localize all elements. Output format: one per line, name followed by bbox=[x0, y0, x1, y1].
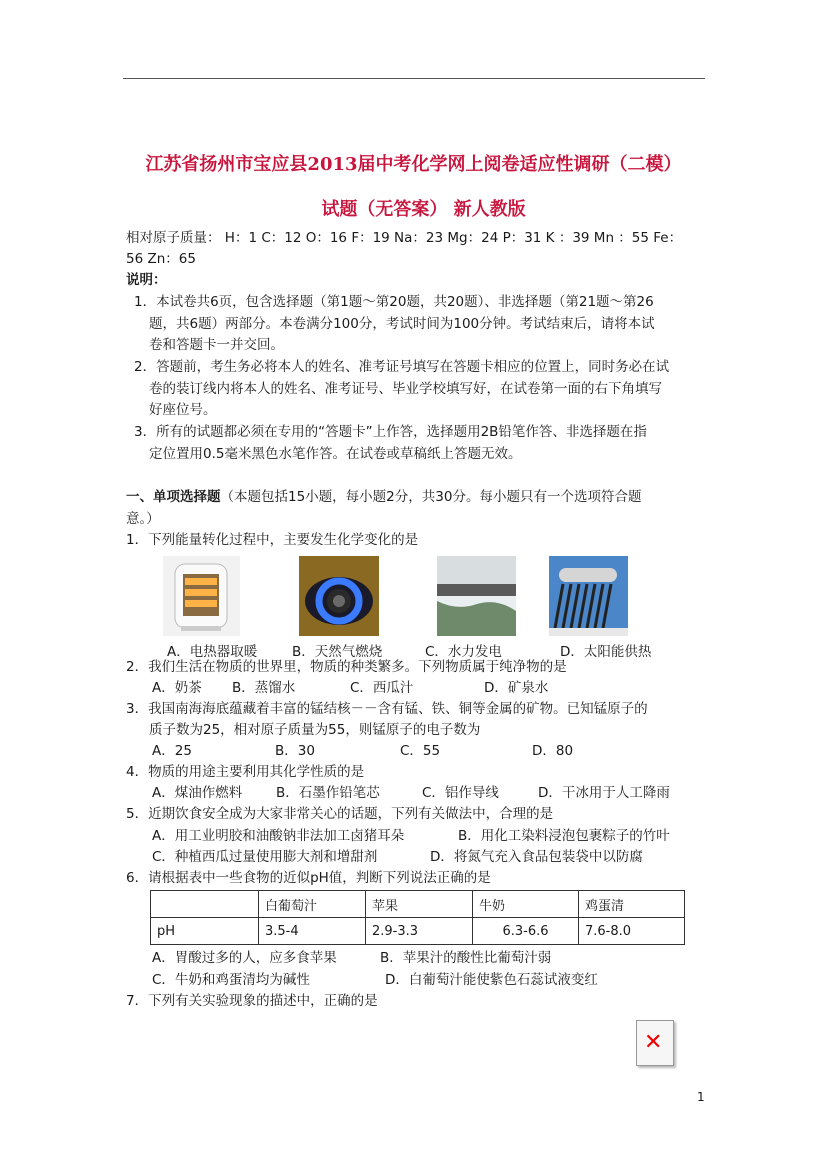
header-rule bbox=[123, 78, 705, 79]
page-title: 江苏省扬州市宝应县2013届中考化学网上阅卷适应性调研（二模） bbox=[145, 154, 682, 175]
option-c: C．西瓜汁 bbox=[350, 680, 414, 696]
atomic-mass-line-2: 56 Zn：65 bbox=[126, 251, 196, 267]
question-2: 2．我们生活在物质的世界里，物质的种类繁多。下列物质属于纯净物的是 bbox=[126, 659, 567, 675]
question-7: 7．下列有关实验现象的描述中，正确的是 bbox=[126, 993, 378, 1009]
option-d: D．80 bbox=[532, 743, 574, 759]
option-a: A．胃酸过多的人，应多食苹果 bbox=[152, 950, 337, 966]
note-2: 2．答题前，考生务必将本人的姓名、准考证号填写在答题卡相应的位置上，同时务必在试 bbox=[134, 359, 670, 375]
table-cell: 苹果 bbox=[366, 891, 473, 918]
option-a: A．用工业明胶和油酸钠非法加工卤猪耳朵 bbox=[152, 828, 405, 844]
option-b: B．苹果汁的酸性比葡萄汁弱 bbox=[380, 950, 552, 966]
ph-table bbox=[150, 890, 685, 945]
option-a: A．煤油作燃料 bbox=[152, 785, 243, 801]
option-d: D．矿泉水 bbox=[484, 680, 549, 696]
note-1: 1．本试卷共6页，包含选择题（第1题～第20题，共20题）、非选择题（第21题～第26 bbox=[134, 294, 654, 310]
table-cell: 白葡萄汁 bbox=[259, 891, 366, 918]
option-b: B．天然气燃烧 bbox=[292, 644, 383, 660]
note-2-cont: 卷的装订线内将本人的姓名、准考证号、毕业学校填写好，在试卷第一面的右下角填写 bbox=[149, 381, 662, 397]
option-b: B．30 bbox=[275, 743, 315, 759]
option-c: C．铝作导线 bbox=[422, 785, 499, 801]
option-c: C．55 bbox=[400, 743, 441, 759]
atomic-mass-line: 相对原子质量： H：1 C：12 O：16 F：19 Na：23 Mg：24 P：31 K ：39 Mn ：55 Fe： bbox=[126, 230, 683, 246]
question-5: 5．近期饮食安全成为大家非常关心的话题，下列有关做法中，合理的是 bbox=[126, 806, 554, 822]
option-d: D．干冰用于人工降雨 bbox=[538, 785, 670, 801]
section-1-desc: （本题包括15小题，每小题2分，共30分。每小题只有一个选项符合题 bbox=[220, 489, 642, 505]
table-cell: 3.5-4 bbox=[259, 918, 366, 945]
section-1-desc-cont: 意。） bbox=[126, 511, 160, 527]
option-c: C．牛奶和鸡蛋清均为碱性 bbox=[152, 972, 310, 988]
note-3: 3．所有的试题都必须在专用的“答题卡”上作答，选择题用2B铅笔作答、非选择题在指 bbox=[134, 424, 647, 440]
table-cell: pH bbox=[151, 918, 259, 945]
option-b: B．用化工染料浸泡包裹粽子的竹叶 bbox=[458, 828, 670, 844]
hydropower-image bbox=[437, 556, 516, 636]
option-d: D．白葡萄汁能使紫色石蕊试液变红 bbox=[385, 972, 598, 988]
option-c: C．水力发电 bbox=[425, 644, 502, 660]
note-1-cont: 卷和答题卡一并交回。 bbox=[149, 337, 284, 353]
option-a: A．25 bbox=[152, 743, 192, 759]
option-b: B．石墨作铅笔芯 bbox=[276, 785, 380, 801]
question-4: 4．物质的用途主要利用其化学性质的是 bbox=[126, 764, 365, 780]
page-number: 1 bbox=[697, 1090, 705, 1104]
option-c: C．种植西瓜过量使用膨大剂和增甜剂 bbox=[152, 849, 378, 865]
question-1: 1．下列能量转化过程中，主要发生化学变化的是 bbox=[126, 532, 419, 548]
note-3-cont: 定位置用0.5毫米黑色水笔作答。在试卷或草稿纸上答题无效。 bbox=[149, 446, 522, 462]
option-a: A．奶茶 bbox=[152, 680, 202, 696]
broken-image-icon: ✕ bbox=[644, 1030, 663, 1055]
table-cell bbox=[151, 891, 259, 918]
option-b: B．蒸馏水 bbox=[232, 680, 296, 696]
heater-image bbox=[163, 556, 240, 636]
table-cell: 鸡蛋清 bbox=[579, 891, 685, 918]
table-row bbox=[151, 891, 685, 918]
note-2-cont: 好座位号。 bbox=[149, 402, 217, 418]
section-1-heading: 一、单项选择题 bbox=[126, 489, 221, 505]
question-3: 3．我国南海海底蕴藏着丰富的锰结核－－含有锰、铁、铜等金属的矿物。已知锰原子的 bbox=[126, 701, 648, 717]
table-cell: 牛奶 bbox=[473, 891, 579, 918]
option-a: A．电热器取暖 bbox=[167, 644, 258, 660]
note-1-cont: 题，共6题）两部分。本卷满分100分，考试时间为100分钟。考试结束后，请将本试 bbox=[149, 316, 655, 332]
option-d: D．将氮气充入食品包装袋中以防腐 bbox=[430, 849, 643, 865]
table-cell: 2.9-3.3 bbox=[366, 918, 473, 945]
table-cell: 7.6-8.0 bbox=[579, 918, 685, 945]
solar-heater-image bbox=[549, 556, 628, 636]
broken-image-placeholder bbox=[636, 1020, 674, 1066]
option-d: D．太阳能供热 bbox=[560, 644, 652, 660]
gas-flame-image bbox=[299, 556, 379, 636]
page-subtitle: 试题（无答案） 新人教版 bbox=[321, 199, 526, 220]
question-6: 6．请根据表中一些食物的近似pH值，判断下列说法正确的是 bbox=[126, 870, 491, 886]
question-3-cont: 质子数为25，相对原子质量为55，则锰原子的电子数为 bbox=[149, 722, 481, 738]
section-1-header bbox=[126, 487, 641, 507]
notes-heading: 说明： bbox=[126, 272, 167, 288]
table-cell: 6.3-6.6 bbox=[473, 918, 579, 945]
table-row bbox=[151, 918, 685, 945]
